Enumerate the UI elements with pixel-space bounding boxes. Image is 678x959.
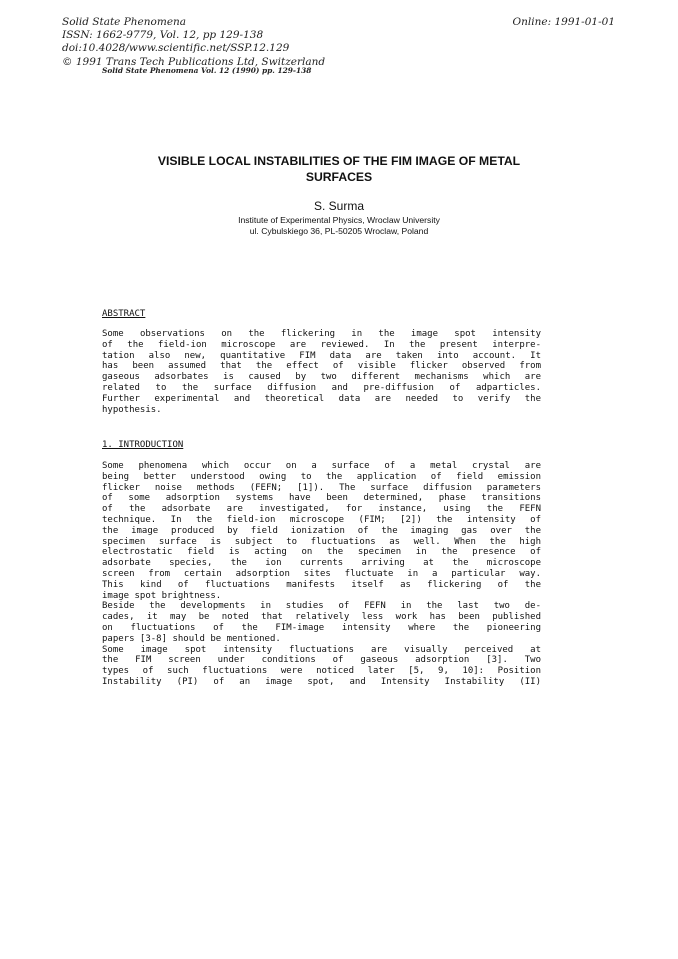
intro-line: flicker noise methods (FEFN; [1]). The surface diffusion parameters [102,482,541,493]
affiliation-line-1: Institute of Experimental Physics, Wroclaw University [238,215,440,225]
author-affiliation [100,215,578,237]
intro-line: specimen surface is subject to fluctuations as well. When the high [102,536,541,547]
intro-line: Beside the developments in studies of FEFN in the last two de- [102,601,541,612]
affiliation-line-2: ul. Cybulskiego 36, PL-50205 Wroclaw, Poland [249,226,429,236]
intro-line: adsorbate species, the ion currents arriving at the microscope [102,558,541,569]
intro-line: This kind of fluctuations manifests itself as flickering of the [102,579,541,590]
intro-line: Some phenomena which occur on a surface of a metal crystal are [102,461,541,471]
intro-line: being better understood owing to the application of field emission [102,471,541,482]
copyright-line: © 1991 Trans Tech Publications Ltd, Switzerland [62,55,326,68]
introduction-body [102,461,541,688]
intro-line: screen from certain adsorption sites fluctuate in a particular way. [102,568,541,579]
issn-line: ISSN: 1662-9779, Vol. 12, pp 129-138 [62,29,264,42]
introduction-heading: 1. INTRODUCTION [102,440,184,450]
abstract-line: tation also new, quantitative FIM data are taken into account. It [102,350,541,361]
intro-line: on fluctuations of the FIM-image intensity where the pioneering [102,622,541,633]
intro-line: cades, it may be noted that relatively less work has been published [102,612,541,623]
intro-line: Some image spot intensity fluctuations are visually perceived at [102,644,541,655]
intro-line: Instability (PI) of an image spot, and Intensity Instability (II) [102,676,541,687]
paper-title [100,153,578,185]
abstract-heading: ABSTRACT [102,309,146,319]
abstract-line: hypothesis. [102,404,162,415]
running-head: Solid State Phenomena Vol. 12 (1990) pp. 129-138 [102,66,312,75]
citation-header [62,16,325,69]
intro-line: the FIM screen under conditions of gaseous adsorption [3]. Two [102,655,541,666]
intro-line: image spot brightness. [102,590,222,601]
intro-line: electrostatic field is acting on the specimen in the presence of [102,547,541,558]
intro-line: of the adsorbate are investigated, for instance, using the FEFN [102,504,541,515]
online-date: Online: 1991-01-01 [512,16,615,28]
intro-line: the image produced by field ionization of the imaging gas over the [102,525,541,536]
title-line-1: VISIBLE LOCAL INSTABILITIES OF THE FIM IMAGE OF METAL [157,154,521,168]
doi-line: doi:10.4028/www.scientific.net/SSP.12.129 [62,42,290,55]
intro-line: types of such fluctuations were noticed later [5, 9, 10]: Position [102,666,541,677]
author-name: S. Surma [313,199,364,213]
abstract-line: gaseous adsorbates is caused by two different mechanisms which are [102,372,541,383]
abstract-line: has been assumed that the effect of visible flicker observed from [102,361,541,372]
journal-name: Solid State Phenomena [62,16,187,28]
abstract-line: Further experimental and theoretical data are needed to verify the [102,393,541,404]
intro-line: papers [3-8] should be mentioned. [102,633,281,644]
abstract-line: Some observations on the flickering in the image spot intensity [102,329,541,339]
abstract-body [102,329,541,415]
intro-line: of some adsorption systems have been determined, phase transitions [102,493,541,504]
abstract-line: related to the surface diffusion and pre-diffusion of adparticles. [102,382,541,393]
title-line-2: SURFACES [305,170,373,184]
abstract-line: of the field-ion microscope are reviewed. In the present interpre- [102,339,541,350]
intro-line: technique. In the field-ion microscope (FIM; [2]) the intensity of [102,514,541,525]
